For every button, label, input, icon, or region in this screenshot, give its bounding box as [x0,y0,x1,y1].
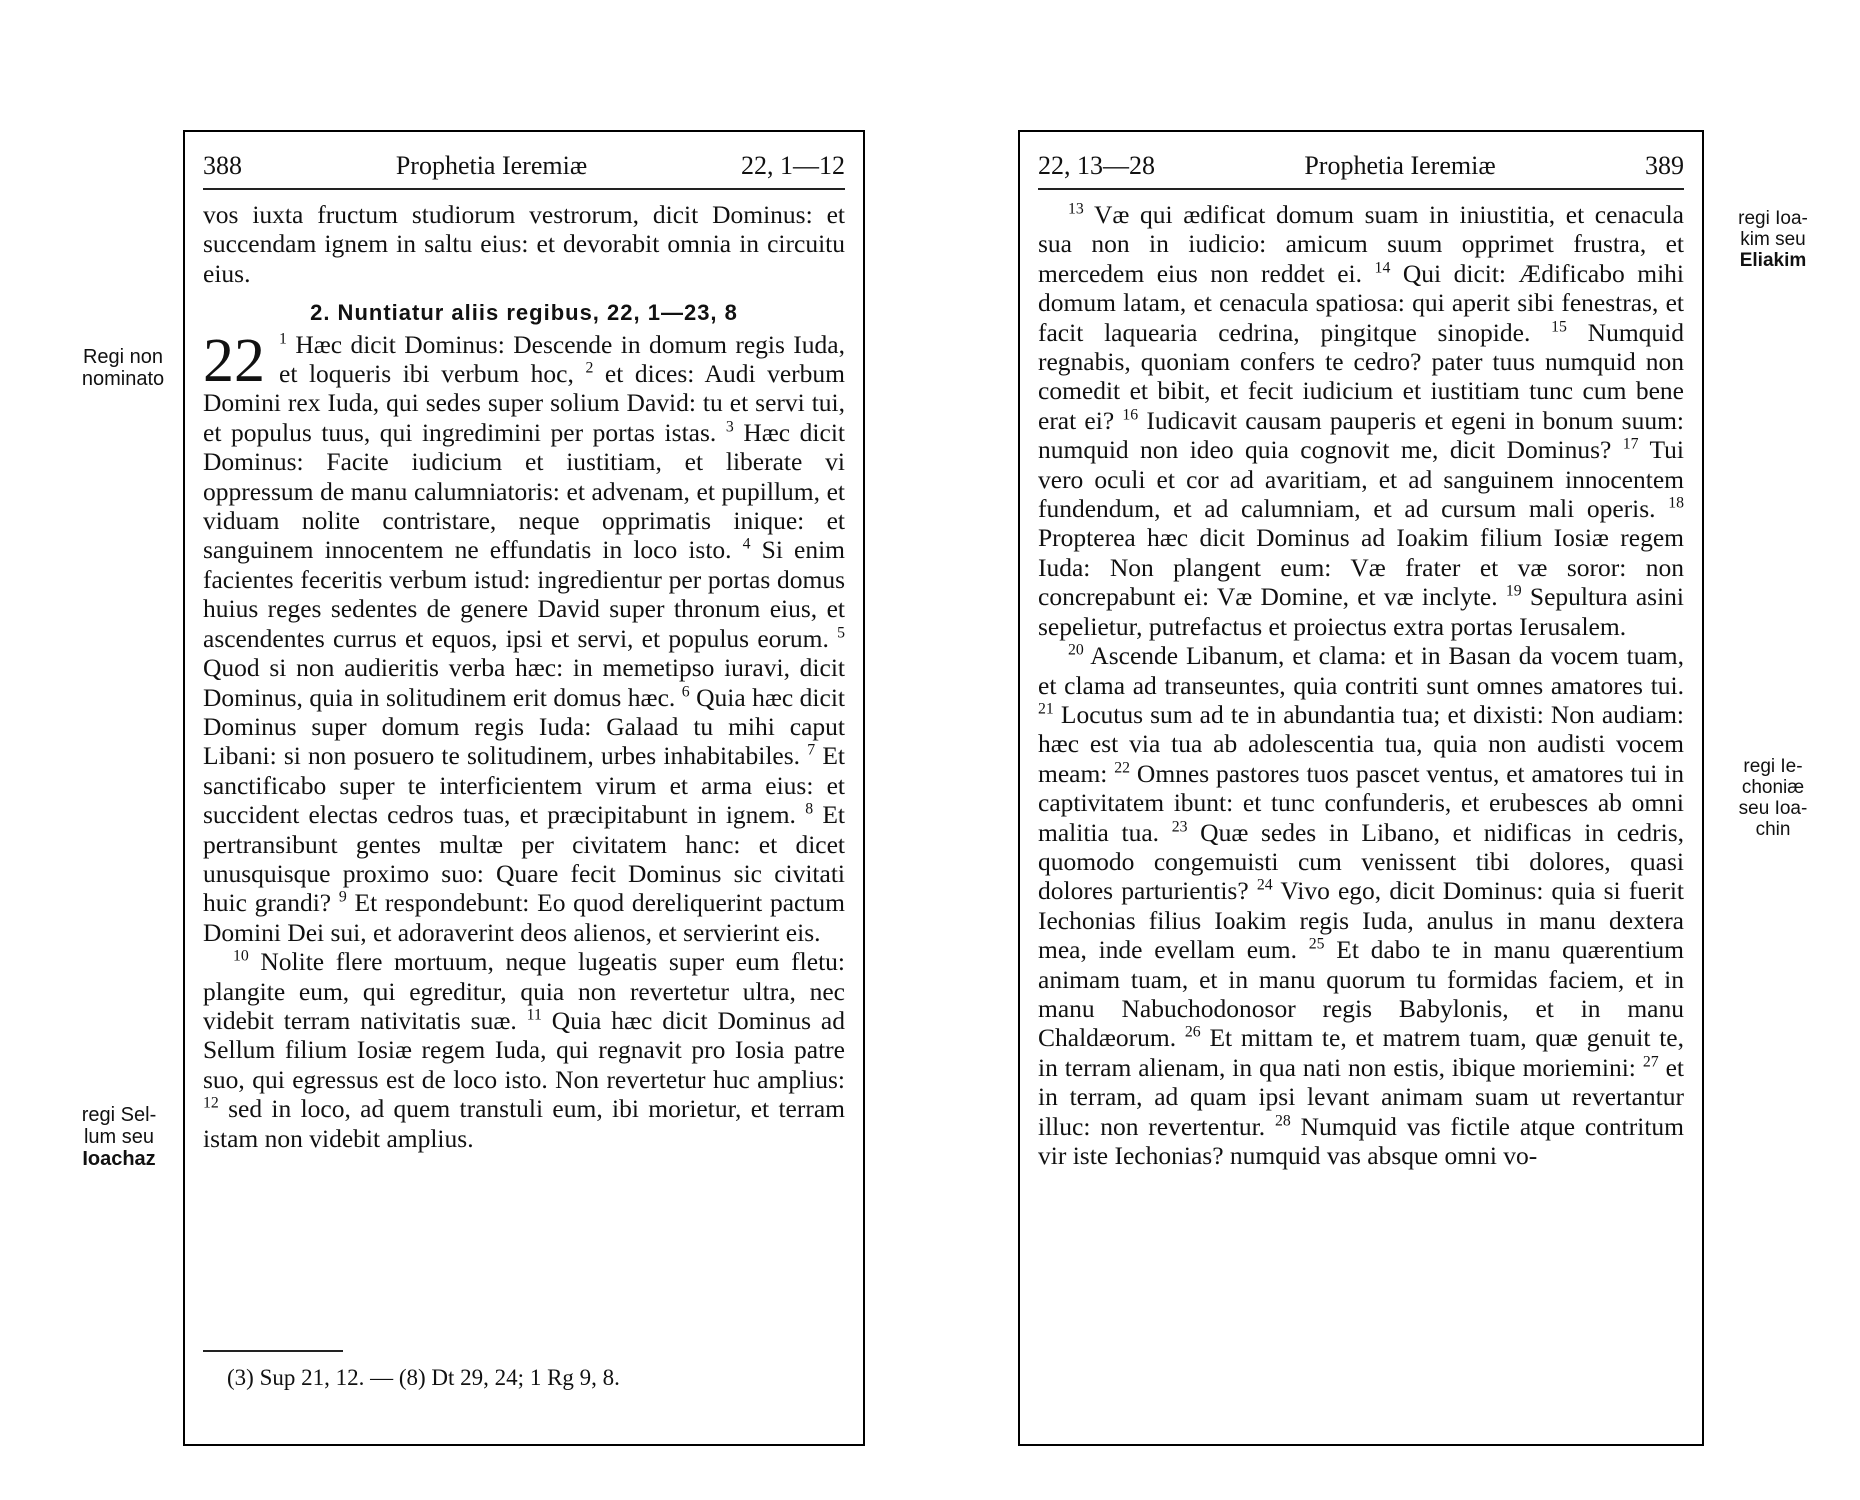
running-head-left [203,144,845,190]
verse-number: 8 [805,800,814,818]
running-head-right [1038,144,1684,190]
margin-note-line: Regi non [82,346,164,368]
paragraph [1038,200,1684,641]
left-page [183,130,865,1446]
verse-number: 4 [742,535,751,553]
margin-note-line: Eliakim [1739,250,1807,271]
verse-number: 16 [1122,406,1139,424]
verse-number: 5 [837,624,846,642]
margin-note-line: seu Ioa- [1738,798,1808,819]
margin-note-line: Ioachaz [82,1148,156,1170]
verse-text: et in terram, ad quam ipsi levant animam suam ut revertantur illuc: non revertentur. [1038,1052,1684,1141]
margin-note-regi-iechoniae [1718,756,1828,840]
verse-number: 15 [1551,318,1567,336]
verse-text: Qui dicit: Ædificabo mihi domum latam, et cenacula spatiosa: qui aperit sibi fenestras, et facit laquearia cedrina, pingitque sinopide. [1038,258,1684,347]
verse-text: Et mittam te, et matrem tuam, quæ genuit te, in terram alienam, in qua nati non estis, ibique moriemini: [1038,1023,1685,1082]
verse-number: 14 [1374,259,1391,277]
book-title: Prophetia Ieremiæ [395,151,588,180]
verse-text: Si enim facientes feceritis verbum istud: ingredientur per portas domus huius reges sedentes de genere David super thronum eius, et ascendentes currus et equos, ipsi et servi, et populus eorum. [203,535,846,653]
verse-text: Numquid regnabis, quoniam confers te cedro? pater tuus numquid non comedit et bibit, et fecit iudicium et iustitiam tunc cum bene erat ei? [1038,317,1685,435]
left-text-body [203,200,845,1153]
chapter-verse-range: 22, 1—12 [741,151,845,180]
verse-number: 3 [725,418,734,436]
section-heading: 2. Nuntiatur aliis regibus, 22, 1—23, 8 [310,300,738,326]
right-page [1018,130,1704,1446]
margin-note-line: regi Ioa- [1738,208,1808,229]
verse-text: Ascende Libanum, et clama: et in Basan da vocem tuam, et clama ad transeuntes, quia contriti sunt omnes amatores tui. [1038,641,1684,700]
verse-number: 28 [1274,1112,1291,1130]
verse-number: 13 [1068,200,1084,218]
margin-note-regi-sellum [64,1104,174,1170]
verse-number: 26 [1184,1023,1201,1041]
margin-note-regi-ioakim [1718,208,1828,271]
book-title: Prophetia Ieremiæ [1304,151,1496,180]
verse-text: Iudicavit causam pauperis et egeni in bonum suum: numquid non ideo quia cognovit me, dicit Dominus? [1038,405,1685,465]
verse-number: 9 [338,888,347,906]
verse-text: Hæc dicit Dominus: Descende in domum regis Iuda, et loqueris ibi verbum hoc, [279,329,845,389]
verse-number: 11 [526,1006,542,1024]
margin-note-line: chin [1755,819,1791,840]
verse-number: 10 [233,947,249,965]
verse-number: 6 [681,683,690,700]
right-paragraphs [1038,200,1684,1170]
verse-number: 22 [1114,759,1131,777]
verse-text: Et dabo te in manu quærentium animam tuam, et in manu quorum tu formidas faciem, et in manu Nabuchodonosor regis Babylonis, et in manu Chaldæorum. [1038,935,1684,1053]
page-number: 389 [1645,151,1684,180]
verse-number: 1 [279,330,287,348]
verse-text: Et sanctificabo super te interficientem virum et arma eius: et succident electas cedros tuas, et præcipitabunt in ignem. [203,741,845,830]
verse-number: 19 [1505,582,1522,600]
verse-number: 23 [1171,818,1188,836]
margin-note-line: kim seu [1740,229,1806,250]
verse-text: Et pertransibunt gentes multæ per civitatem hanc: et dicet unusquisque proximo suo: Quare fecit Dominus sic civitati huic grandi? [203,800,845,918]
verse-number: 25 [1308,935,1325,953]
verse-number: 20 [1068,641,1084,659]
margin-note-line: choniæ [1741,777,1805,798]
verse-number: 2 [585,359,594,377]
right-text-body [1038,200,1684,1170]
footnotes: (3) Sup 21, 12. — (8) Dt 29, 24; 1 Rg 9, 8. [227,1365,620,1390]
margin-note-regi-non-nominato [68,346,178,390]
verse-number: 24 [1256,876,1273,894]
verse-text: Omnes pastores tuos pascet ventus, et amatores tui in captivitatem ibunt: et tunc confunderis, et erubesces ab omni malitia tua. [1038,758,1685,847]
verse-number: 17 [1622,435,1639,453]
verse-text: Sepultura asini sepelietur, putrefactus et proiectus extra portas Ierusalem. [1038,582,1685,641]
verse-number: 27 [1642,1053,1659,1071]
footnote-rule [203,1350,343,1352]
chapter-verse-range: 22, 13—28 [1038,151,1155,180]
margin-note-line: regi Sel- [81,1104,157,1126]
page-number: 388 [203,151,242,180]
margin-note-line: lum seu [83,1126,155,1148]
chapter-number: 22 [203,326,265,395]
carryover-text: vos iuxta fructum studiorum vestrorum, dicit Dominus: et succendam ignem in saltu eius: et devorabit omnia in circuitu eius. [203,200,845,288]
verse-text: Nolite flere mortuum, neque lugeatis super eum fletu: plangite eum, qui egreditur, quia non revertetur ultra, nec videbit terram nativitatis suæ. [203,947,845,1035]
paragraph [203,326,846,948]
verse-text: Locutus sum ad te in abundantia tua; et dixisti: Non audiam: hæc est via tua ab adolescentia tua, quia non audisti vocem meam: [1038,699,1684,788]
verse-number: 7 [807,741,816,759]
verse-number: 18 [1668,494,1685,512]
verse-text: Et respondebunt: Eo quod dereliquerint pactum Domini Dei sui, et adoraverint deos alienos, et servierint eis. [203,888,845,947]
verse-text: Quia hæc dicit Dominus super domum regis Iuda: Galaad tu mihi caput Libani: si non posuero te solitudinem, urbes inhabitabiles. [203,682,845,771]
verse-text: Quod si non audieritis verba hæc: in memetipso iuravi, dicit Dominus, quia in solitudinem erit domus hæc. [203,653,845,712]
verse-text: Tui vero oculi et cor ad avaritiam, et ad sanguinem innocentem fundendum, et ad calumniam, et ad cursum mali operis. [1038,435,1685,524]
verse-text: Quia hæc dicit Dominus ad Sellum filium Iosiæ regem Iuda, qui regnavit pro Iosia patre suo, qui egressus est de loco isto. Non revertetur huc amplius: [203,1005,845,1094]
verse-text: Numquid vas fictile atque contritum vir iste Iechonias? numquid vas absque omni vo- [1038,1111,1685,1170]
paragraph [1038,641,1684,1170]
verse-number: 12 [203,1094,219,1112]
verse-number: 21 [1038,700,1054,718]
paragraph [203,947,845,1153]
verse-text: Propterea hæc dicit Dominus ad Ioakim filium Iosiæ regem Iuda: Non plangent eum: Væ frater et væ soror: non concrepabunt ei: Væ Domine, et væ inclyte. [1038,523,1684,612]
left-paragraphs [203,326,846,1153]
verse-text: Quæ sedes in Libano, et nidificas in cedris, quomodo congemuisti cum venissent tibi dolores, quasi dolores parturientis? [1038,817,1684,906]
margin-note-line: nominato [81,368,165,390]
verse-text: Vivo ego, dicit Dominus: quia si fuerit Iechonias filius Ioakim regis Iuda, anulus in manu dextera mea, inde evellam eum. [1038,876,1685,965]
verse-text: et dices: Audi verbum Domini rex Iuda, qui sedes super solium David: tu et servi tui, et populus tuus, qui ingredimini per portas istas. [203,359,845,447]
verse-text: Væ qui ædificat domum suam in iniustitia, et cenacula sua non in iudicio: amicum suum opprimet frustra, et mercedem eius non reddet ei. [1038,200,1684,288]
margin-note-line: regi Ie- [1743,756,1803,777]
verse-text: sed in loco, ad quem transtuli eum, ibi morietur, et terram istam non videbit amplius. [203,1094,845,1153]
verse-text: Hæc dicit Dominus: Facite iudicium et iustitiam, et liberate vi oppressum de manu calumniatoris: et advenam, et pupillum, et viduam nolite contristare, neque opprimatis inique: et sanguinem innocentem ne effundatis in loco isto. [203,417,846,565]
